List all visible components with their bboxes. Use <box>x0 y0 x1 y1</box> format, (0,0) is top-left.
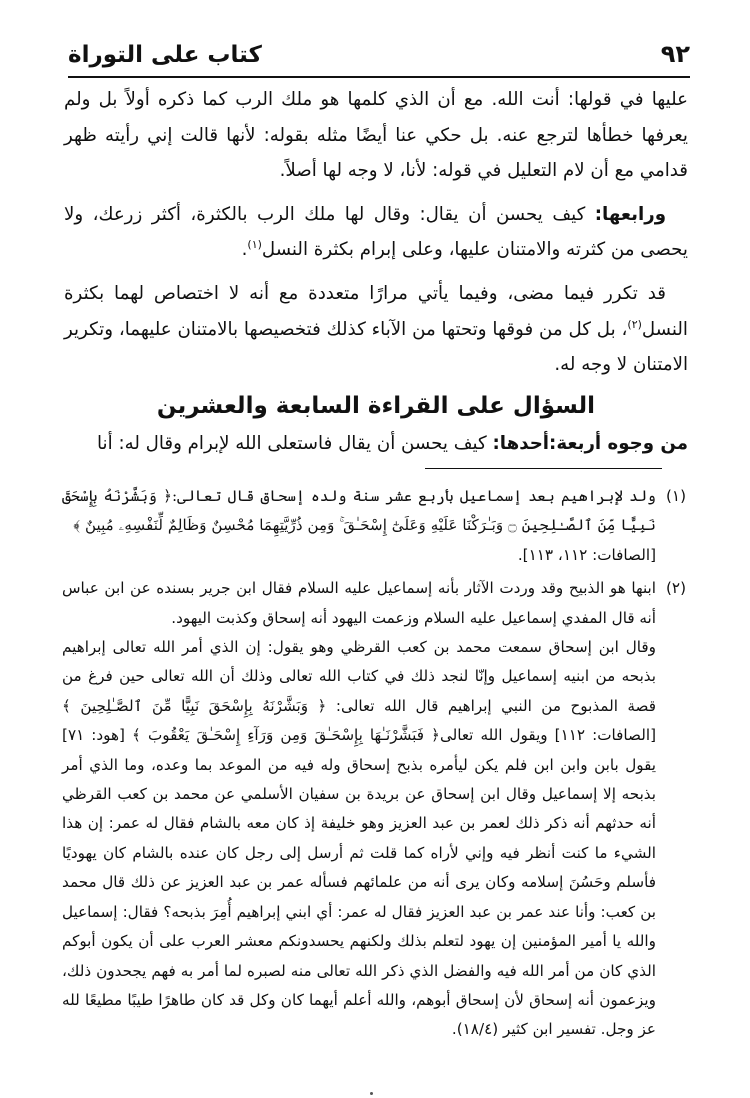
paragraph-2 <box>64 197 688 268</box>
paragraph-2-end: . <box>241 239 248 261</box>
footnote-ref-1[interactable]: (١) <box>247 238 262 252</box>
paragraph-3-text-b: ، بل كل من فوقها وتحتها من الآباء كذلك فتخصيصها بالامتنان عليهما، وتكرير الامتنان لا وجه له. <box>64 318 688 376</box>
footnote-2-text-a: ابنها هو الذبيح وقد وردت الآثار بأنه إسماعيل عليه السلام فقال ابن جرير بسنده عن ابن عباس أنه قال المفدي إسماعيل عليه السلام وزعمت اليهود أنه إسحاق وكذبت اليهود. <box>62 579 656 627</box>
paragraph-2-text: كيف يحسن أن يقال: وقال لها ملك الرب بالكثرة، أكثر زرعك، ولا يحصى من كثرته والامتنان عليها، وعلى إبرام بكثرة النسل <box>64 203 688 261</box>
footnote-2 <box>62 574 686 1045</box>
paragraph-4-text: كيف يحسن أن يقال فاستعلى الله لإبرام وقال له: أنا <box>97 433 487 455</box>
footnote-2-text-b: وقال ابن إسحاق سمعت محمد بن كعب القرظي وهو يقول: إن الذي أمر الله تعالى إبراهيم بذبحه من ابنيه إسماعيل وإنّا لنجد ذلك في كتاب الله تعالى وذلك أن الله تعالى حين فرغ من قصة المذبوح من النبي إبراهيم قال الله تعالى: ﴿ وَبَشَّرْنَهُ بِإِسْحَقَ نَبِيًّا مِّنَ ٱلصَّـٰلِحِينَ ﴾ [الصافات: ١١٢] ويقول الله تعالى﴿ فَبَشَّرْنَـٰهَا بِإِسْحَـٰقَ وَمِن وَرَآءِ إِسْحَـٰقَ يَعْقُوبَ ﴾ [هود: ٧١] يقول بابن وابن ابن فلم يكن ليأمره بذبح إسحاق وله فيه من الموعد بما وعده، وما الذي أمر بذبحه إلا إسماعيل وقال ابن إسحاق عن بريدة بن سفيان الأسلمي عن محمد بن كعب القرظي أنه حدثهم أنه ذكر ذلك لعمر بن عبد العزيز وهو خليفة إذ كان معه بالشام فقال له عمر: إن هذا الشيء ما كنت أنظر فيه وإني لأراه كما قلت ثم أرسل إلى رجل كان عنده بالشام كان يهوديًا فأسلم وحَسُنَ إسلامه وكان يرى أنه من علمائهم فسأله عمر بن عبد العزيز عن ذلك قال محمد بن كعب: وأنا عند عمر بن عبد العزيز فقال له عمر: أي ابني إبراهيم أُمِرَ بذبحه؟ فقال: إسماعيل والله يا أمير المؤمنين إن يهود لتعلم بذلك ولكنهم يحسدونكم معشر العرب على أن يكون أبوكم الذي كان من أمر الله فيه والفضل الذي ذكر الله تعالى منه لصبره لما أمر به فهم يجحدون ذلك، ويزعمون أنه إسحاق لأن إسحاق أبوهم، والله أعلم أيهما كان وكل قد كان طاهرًا طيبًا مطيعًا لله عز وجل. تفسير ابن كثير (١٨/٤). <box>62 638 656 1039</box>
section-heading: السؤال على القراءة السابعة والعشرين <box>156 392 596 419</box>
footnote-divider <box>425 468 662 469</box>
footnote-1-number: (١) <box>665 487 686 505</box>
footnote-1-text: ولد لإبراهيم بعد إسماعيل بأربع عشر سنة ولده إسحاق قال تعالى:﴿ وَبَشَّرْنَهُ بِإِسْحَقَ نَبِيًّا مِّنَ ٱلصَّـٰلِحِينَ ۝ وَبَـٰرَكْنَا عَلَيْهِ وَعَلَىٰٓ إِسْحَـٰقَ ۚ وَمِن ذُرِّيَّتِهِمَا مُحْسِنٌ وَظَالِمٌ لِّنَفْسِهِۦ مُبِينٌ ﴾ <box>62 487 656 535</box>
footnote-1-citation: [الصافات: ١١٢، ١١٣]. <box>517 545 656 564</box>
page-header <box>68 38 690 78</box>
page-number: ٩٢ <box>660 40 690 68</box>
main-text <box>64 82 688 462</box>
paragraph-4-lead: من وجوه أربعة:أحدها: <box>492 433 688 455</box>
footnote-ref-2[interactable]: (٢) <box>627 317 642 331</box>
paragraph-3-text-a: قد تكرر فيما مضى، وفيما يأتي مرارًا متعددة مع أنه لا اختصاص لهما بكثرة النسل <box>64 282 688 340</box>
paragraph-3 <box>64 276 688 383</box>
paragraph-2-lead: ورابعها: <box>594 203 666 225</box>
scan-mark <box>370 1092 373 1095</box>
paragraph-4 <box>64 426 688 462</box>
footnote-1 <box>62 482 686 570</box>
paragraph-1: عليها في قولها: أنت الله. مع أن الذي كلمها هو ملك الرب كما ذكره أولاً بل ولم يعرفها خطأها لترجع عنه. بل حكي عنا أيضًا مثله بقوله: لأنها قالت إني رأيته ظهر قدامي مع أن لام التعليل في قوله: لأنا، لا وجه لها أصلاً. <box>64 89 688 182</box>
footnotes-section <box>62 482 686 1045</box>
footnote-2-number: (٢) <box>665 579 686 598</box>
running-title: كتاب على التوراة <box>68 42 262 68</box>
